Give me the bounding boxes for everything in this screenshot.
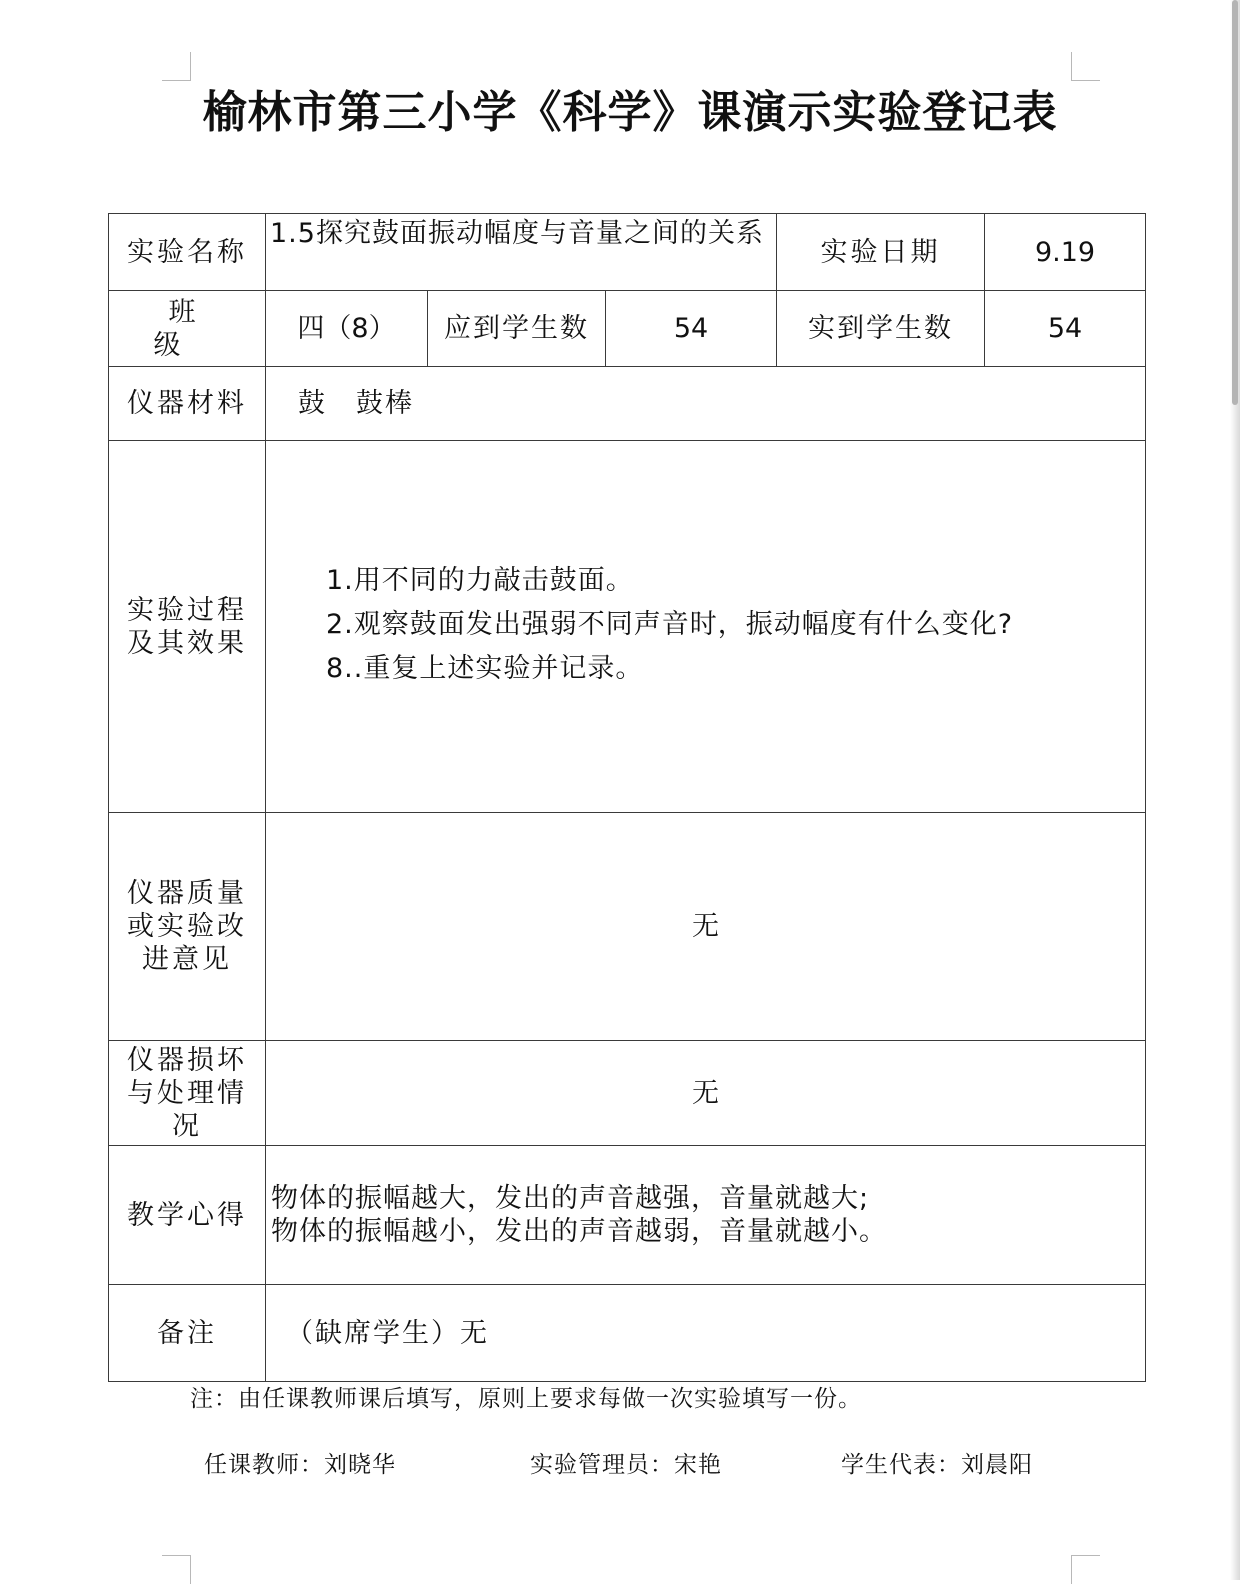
table-row [109, 813, 1146, 1041]
footer-note: 注：由任课教师课后填写，原则上要求每做一次实验填写一份。 [190, 1386, 862, 1412]
experiment-date-label: 实验日期 [777, 214, 985, 291]
insight-value [266, 1146, 1146, 1285]
insight-line: 物体的振幅越小，发出的声音越弱，音量就越小。 [271, 1216, 887, 1247]
process-steps [266, 441, 1146, 813]
insight-line: 物体的振幅越大，发出的声音越强，音量就越大; [271, 1183, 870, 1214]
table-row [109, 1146, 1146, 1285]
page-corner-mark-top-right [1071, 52, 1100, 81]
teacher-signature: 任课教师：刘晓华 [204, 1452, 396, 1478]
table-row [109, 1285, 1146, 1382]
expected-students-label: 应到学生数 [428, 291, 606, 367]
page-corner-mark-top-left [162, 52, 191, 81]
process-step: 8..重复上述实验并记录。 [326, 653, 644, 684]
process-label-text: 实验过程及其效果 [127, 594, 247, 659]
damage-value: 无 [266, 1041, 1146, 1146]
table-row [109, 214, 1146, 291]
class-label [109, 291, 266, 367]
damage-label [109, 1041, 266, 1146]
materials-label: 仪器材料 [109, 367, 266, 441]
quality-value: 无 [266, 813, 1146, 1041]
quality-label [109, 813, 266, 1041]
scrollbar-thumb[interactable] [1232, 0, 1238, 405]
process-step: 1.用不同的力敲击鼓面。 [326, 565, 634, 596]
class-label-text: 班 级 [153, 296, 236, 361]
lab-manager-signature: 实验管理员：宋艳 [530, 1452, 722, 1478]
experiment-date-value: 9.19 [985, 214, 1146, 291]
actual-students-label: 实到学生数 [777, 291, 985, 367]
table-row [109, 441, 1146, 813]
remarks-value: （缺席学生）无 [266, 1285, 1146, 1382]
table-row [109, 1041, 1146, 1146]
class-value: 四（8） [266, 291, 428, 367]
remarks-label: 备注 [109, 1285, 266, 1382]
table-row [109, 291, 1146, 367]
process-step: 2.观察鼓面发出强弱不同声音时，振动幅度有什么变化? [326, 609, 1014, 640]
actual-students-value: 54 [985, 291, 1146, 367]
quality-label-text: 仪器质量或实验改进意见 [127, 878, 247, 975]
process-label [109, 441, 266, 813]
table-row [109, 367, 1146, 441]
experiment-name-value: 1.5探究鼓面振动幅度与音量之间的关系 [266, 214, 777, 291]
materials-value: 鼓 鼓棒 [266, 367, 1146, 441]
expected-students-value: 54 [606, 291, 777, 367]
insight-label: 教学心得 [109, 1146, 266, 1285]
registration-form-table [108, 213, 1146, 1382]
document-title: 榆林市第三小学《科学》课演示实验登记表 [202, 87, 1058, 138]
damage-label-text: 仪器损坏与处理情况 [127, 1044, 247, 1142]
student-rep-signature: 学生代表：刘晨阳 [841, 1452, 1033, 1478]
experiment-name-label: 实验名称 [109, 214, 266, 291]
